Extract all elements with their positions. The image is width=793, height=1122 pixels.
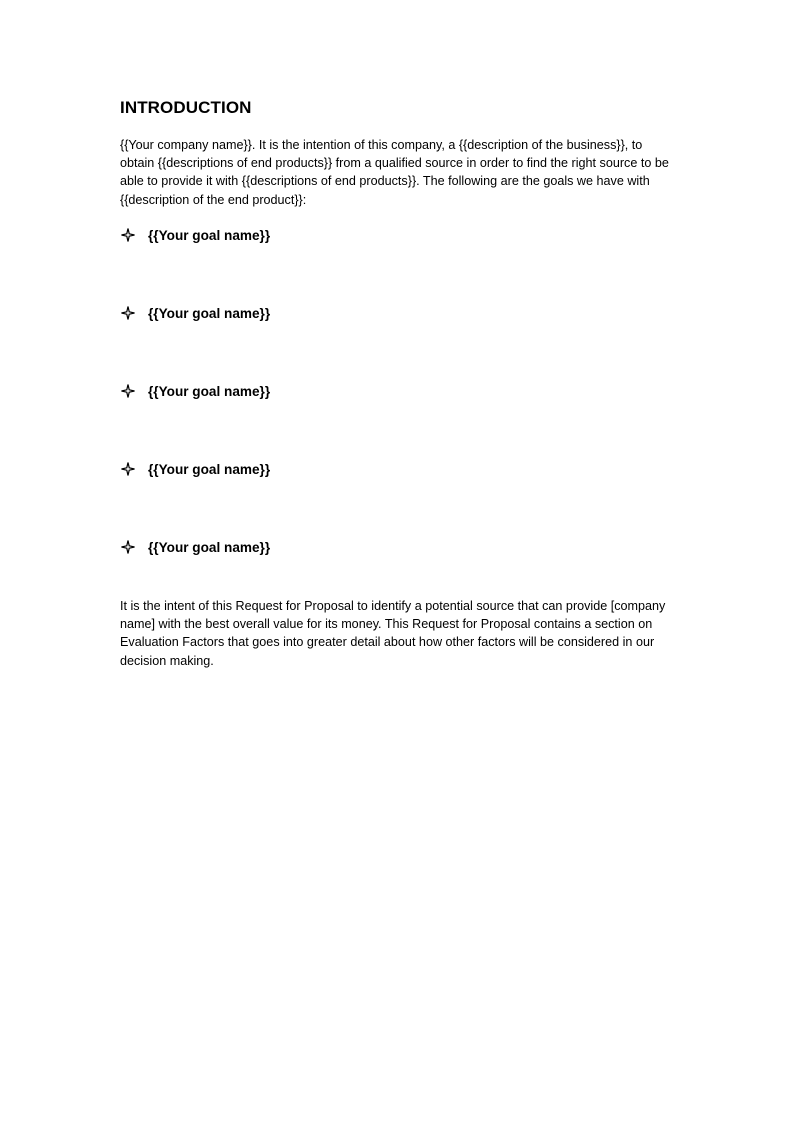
four-point-star-bullet-icon	[120, 461, 136, 477]
closing-paragraph: It is the intent of this Request for Proposal to identify a potential source that can provide [company name] with the best overall value for its money. This Request for Proposal contains a section on Evaluation Factors that goes into greater detail about how other factors will be considered in our decision making.	[120, 599, 666, 668]
goal-name: {{Your goal name}}	[148, 305, 271, 321]
goal-list-item	[120, 460, 270, 480]
goal-name: {{Your goal name}}	[148, 227, 271, 243]
four-point-star-bullet-icon	[120, 305, 136, 321]
intro-paragraph: {{Your company name}}. It is the intention of this company, a {{description of the business}}, to obtain {{descriptions of end products}} from a qualified source in order to find the right source to be able to provide it with {{descriptions of end products}}. The following are the goals we have with {{description of the end product}}:	[120, 138, 669, 207]
four-point-star-bullet-icon	[120, 539, 136, 555]
four-point-star-bullet-icon	[120, 227, 136, 243]
section-heading: INTRODUCTION	[120, 98, 252, 117]
goal-name: {{Your goal name}}	[148, 461, 271, 477]
four-point-star-bullet-icon	[120, 383, 136, 399]
goal-list-item	[120, 538, 270, 558]
goal-list-item	[120, 382, 270, 402]
goal-name: {{Your goal name}}	[148, 383, 271, 399]
goal-list-item	[120, 226, 270, 246]
goal-list-item	[120, 304, 270, 324]
goal-name: {{Your goal name}}	[148, 539, 271, 555]
